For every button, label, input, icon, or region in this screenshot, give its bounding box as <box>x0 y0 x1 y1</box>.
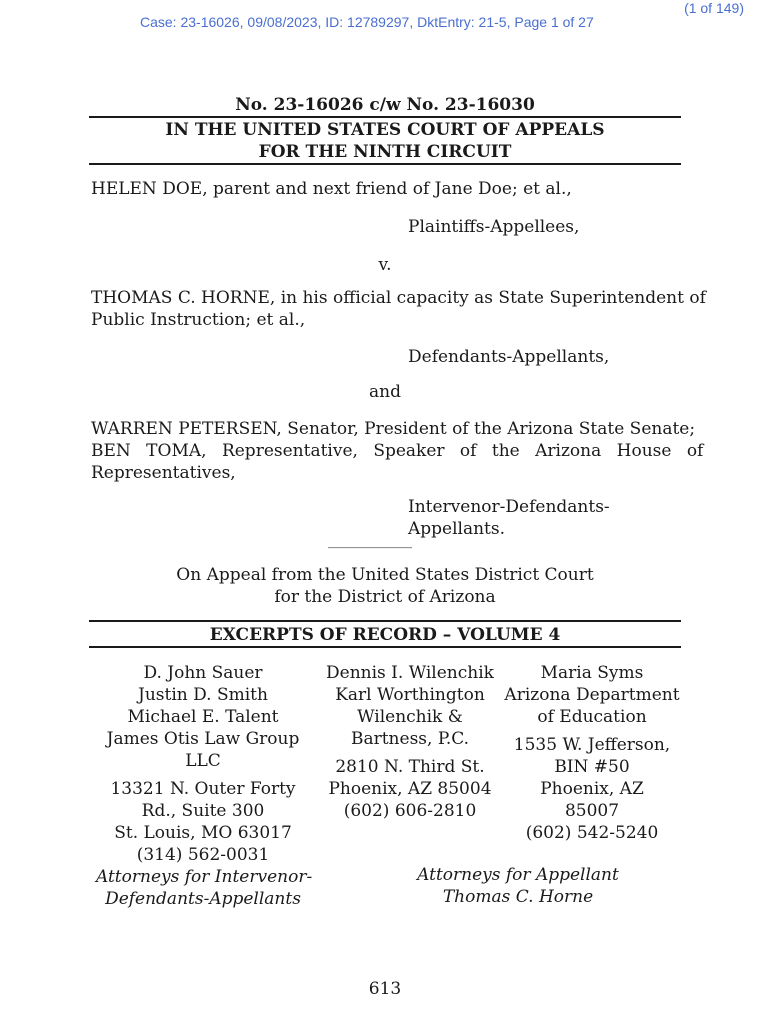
counsel-role-line: Attorneys for Intervenor- <box>96 867 313 887</box>
counsel-line: Phoenix, AZ <box>540 779 644 799</box>
party-intervenors-line-1: WARREN PETERSEN, Senator, President of the Arizona State Senate; <box>91 419 696 439</box>
counsel-line: Arizona Department <box>504 685 680 705</box>
party-intervenors-line-2 <box>91 440 704 462</box>
counsel-line: Maria Syms <box>540 663 644 683</box>
counsel-column-syms <box>504 662 680 844</box>
counsel-line: BIN #50 <box>554 757 630 777</box>
counsel-line: James Otis Law Group <box>106 729 300 749</box>
top-rule <box>89 116 681 118</box>
counsel-role-line: Thomas C. Horne <box>442 887 594 907</box>
versus: v. <box>378 255 392 275</box>
counsel-line: St. Louis, MO 63017 <box>114 823 292 843</box>
appeal-line-1: On Appeal from the United States District Court <box>176 565 594 585</box>
counsel-line: D. John Sauer <box>143 663 263 683</box>
appeal-line-2: for the District of Arizona <box>274 587 496 607</box>
role-plaintiffs: Plaintiffs-Appellees, <box>408 217 580 237</box>
counsel-column-wilenchik <box>322 662 498 822</box>
counsel-line: Wilenchik & <box>357 707 463 727</box>
party-intervenors-line-2-text: BEN TOMA, Representative, Speaker of the Arizona House of <box>91 441 704 461</box>
counsel-line: (602) 542-5240 <box>525 823 659 843</box>
counsel-line: LLC <box>185 751 221 771</box>
and-text: and <box>369 382 401 402</box>
title-rule-bottom <box>89 646 681 648</box>
counsel-line: Dennis I. Wilenchik <box>326 663 494 683</box>
counsel-line: Justin D. Smith <box>138 685 268 705</box>
title-rule-top <box>89 620 681 622</box>
counsel-line: 2810 N. Third St. <box>335 757 485 777</box>
court-line-1: IN THE UNITED STATES COURT OF APPEALS <box>165 120 605 140</box>
court-line-2: FOR THE NINTH CIRCUIT <box>258 142 512 162</box>
court-rule <box>89 163 681 165</box>
party-intervenors-line-3: Representatives, <box>91 463 236 483</box>
counsel-line: 85007 <box>564 801 620 821</box>
page-number: 613 <box>368 979 402 999</box>
counsel-line: Bartness, P.C. <box>350 729 470 749</box>
party-plaintiffs: HELEN DOE, parent and next friend of Jane Doe; et al., <box>91 179 572 199</box>
counsel-column-intervenors <box>96 662 313 910</box>
counsel-role-line: Defendants-Appellants <box>105 889 301 909</box>
counsel-line: Michael E. Talent <box>127 707 279 727</box>
page-counter: (1 of 149) <box>684 0 744 16</box>
counsel-line: 13321 N. Outer Forty <box>110 779 296 799</box>
counsel-role-appellant <box>400 864 636 908</box>
counsel-line: of Education <box>537 707 647 727</box>
role-defendants: Defendants-Appellants, <box>408 347 610 367</box>
counsel-line: (314) 562-0031 <box>136 845 270 865</box>
party-defendants-line-1: THOMAS C. HORNE, in his official capacity as State Superintendent of <box>91 288 706 308</box>
counsel-line: Rd., Suite 300 <box>141 801 265 821</box>
role-intervenors-line-1: Intervenor-Defendants- <box>408 497 610 517</box>
counsel-line: Karl Worthington <box>335 685 485 705</box>
separator-line: ____________ <box>328 533 412 549</box>
document-title: EXCERPTS OF RECORD – VOLUME 4 <box>209 625 561 645</box>
case-numbers: No. 23-16026 c/w No. 23-16030 <box>235 95 535 115</box>
counsel-line: (602) 606-2810 <box>343 801 477 821</box>
counsel-role-line: Attorneys for Appellant <box>417 865 619 885</box>
counsel-line: Phoenix, AZ 85004 <box>328 779 492 799</box>
role-intervenors-line-2: Appellants. <box>408 519 506 539</box>
case-header: Case: 23-16026, 09/08/2023, ID: 12789297, DktEntry: 21-5, Page 1 of 27 <box>140 14 594 30</box>
party-defendants-line-2: Public Instruction; et al., <box>91 310 306 330</box>
counsel-line: 1535 W. Jefferson, <box>513 735 671 755</box>
